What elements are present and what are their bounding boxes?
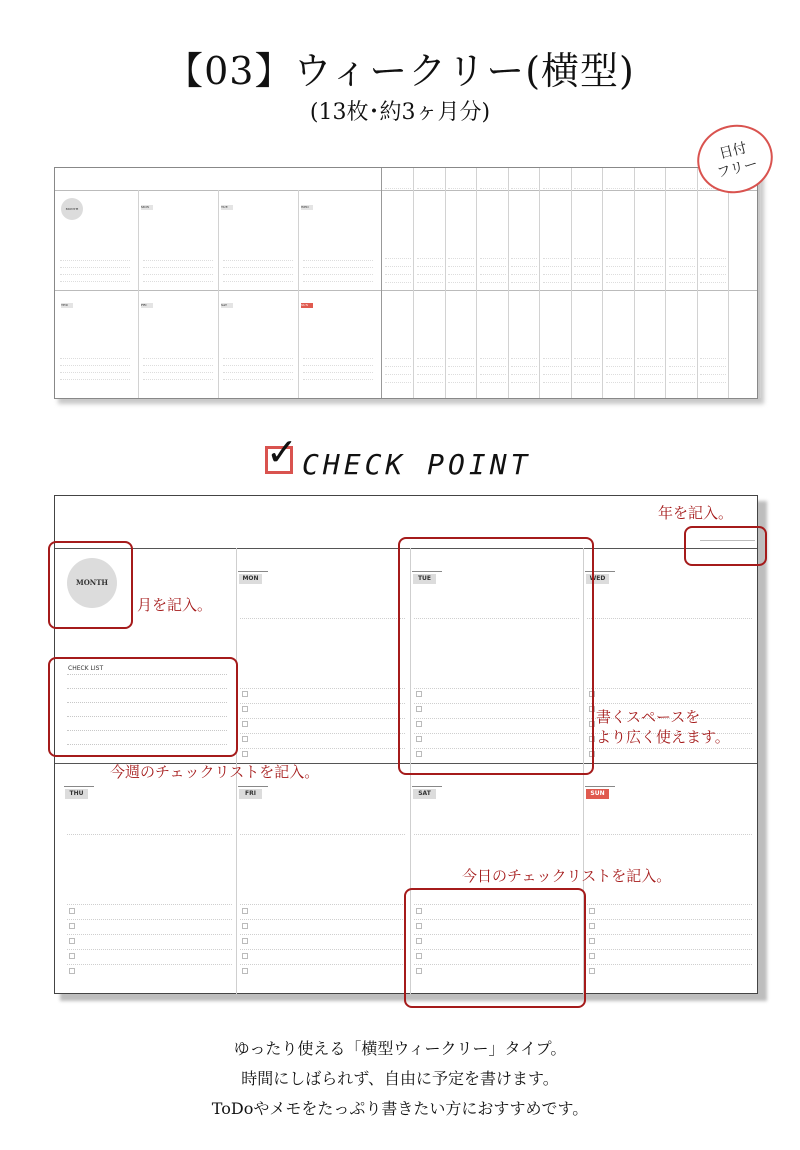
checkbox: [69, 953, 75, 959]
thumb-grid-rule: [669, 188, 695, 189]
thumb-grid-rule: [606, 366, 632, 367]
thumb-grid-rule: [574, 374, 600, 375]
badge-line1: 日付: [717, 140, 749, 163]
heading-rule: [67, 834, 232, 835]
thumb-col-line: [298, 190, 299, 398]
thumb-grid-rule: [637, 382, 663, 383]
thumb-left-rule: [303, 372, 373, 373]
task-rule: [240, 934, 405, 935]
thumb-grid-rule: [574, 188, 600, 189]
thumb-page-divider: [381, 168, 382, 398]
thumb-day-wed: WED: [301, 205, 313, 210]
heading-rule: [587, 834, 752, 835]
task-rule: [587, 919, 752, 920]
thumb-grid-rule: [511, 274, 537, 275]
task-rule: [240, 904, 405, 905]
thumb-left-rule: [223, 365, 293, 366]
day-accent-line: [238, 571, 268, 572]
thumb-left-rule: [223, 372, 293, 373]
thumb-grid-rule: [385, 188, 411, 189]
thumb-grid-rule: [700, 382, 726, 383]
thumb-grid-rule: [543, 266, 569, 267]
thumb-grid-rule: [448, 188, 474, 189]
thumb-grid-rule: [574, 282, 600, 283]
thumb-grid-rule: [574, 382, 600, 383]
thumb-grid-rule: [448, 266, 474, 267]
thumb-grid-rule: [417, 358, 443, 359]
thumb-day-fri: FRI: [141, 303, 153, 308]
thumb-grid-rule: [480, 282, 506, 283]
day-label-mon: MON: [239, 574, 262, 584]
task-rule: [240, 718, 405, 719]
day-accent-line: [585, 786, 615, 787]
thumb-grid-rule: [669, 374, 695, 375]
thumb-day-tue: TUE: [221, 205, 233, 210]
thumb-grid-rule: [637, 266, 663, 267]
thumb-left-rule: [223, 379, 293, 380]
thumb-grid-rule: [574, 266, 600, 267]
thumb-left-rule: [303, 267, 373, 268]
thumb-grid-rule: [669, 358, 695, 359]
thumb-grid-rule: [606, 266, 632, 267]
checkbox: [69, 923, 75, 929]
thumb-grid-rule: [700, 366, 726, 367]
thumb-grid-rule: [448, 358, 474, 359]
checkbox: [242, 923, 248, 929]
thumb-grid-rule: [480, 258, 506, 259]
checkbox: [242, 751, 248, 757]
year-note: 年を記入。: [658, 504, 734, 522]
task-rule: [67, 949, 232, 950]
page-subtitle: (13枚･約3ヶ月分): [309, 100, 491, 125]
checklist-title: CHECK LIST: [68, 665, 104, 672]
thumb-grid-rule: [385, 358, 411, 359]
weekly-checklist-note: 今週のチェックリストを記入。: [110, 763, 320, 781]
thumb-grid-rule: [417, 188, 443, 189]
task-rule: [587, 688, 752, 689]
checkbox: [69, 968, 75, 974]
thumb-grid-rule: [480, 374, 506, 375]
thumb-grid-rule: [543, 374, 569, 375]
day-label-sun: SUN: [586, 789, 609, 799]
checkbox: [242, 953, 248, 959]
thumb-left-rule: [143, 372, 213, 373]
thumb-grid-rule: [417, 258, 443, 259]
task-rule: [67, 934, 232, 935]
thumb-grid-rule: [700, 274, 726, 275]
thumb-grid-rule: [511, 374, 537, 375]
thumb-grid-rule: [669, 366, 695, 367]
thumb-grid-rule: [543, 358, 569, 359]
thumb-left-rule: [223, 358, 293, 359]
day-accent-line: [412, 786, 442, 787]
thumb-grid-rule: [669, 282, 695, 283]
description-line2: 時間にしばられず、自由に予定を書けます。: [241, 1069, 559, 1088]
badge-line2: フリー: [715, 155, 760, 182]
thumb-grid-rule: [700, 258, 726, 259]
thumb-grid-line: [445, 168, 446, 398]
thumb-middle-line: [55, 290, 757, 291]
day-label-wed: WED: [586, 574, 609, 584]
thumb-grid-rule: [385, 382, 411, 383]
day-accent-line: [238, 786, 268, 787]
task-rule: [240, 688, 405, 689]
thumb-grid-rule: [480, 266, 506, 267]
heading-rule: [240, 834, 405, 835]
thumb-grid-rule: [543, 188, 569, 189]
thumb-grid-rule: [385, 266, 411, 267]
thumb-left-rule: [303, 260, 373, 261]
thumb-left-rule: [223, 267, 293, 268]
thumb-grid-rule: [543, 382, 569, 383]
thumb-grid-rule: [637, 258, 663, 259]
thumb-grid-rule: [574, 358, 600, 359]
task-rule: [240, 733, 405, 734]
space-note-line1: 書くスペースを: [596, 708, 701, 726]
thumb-grid-rule: [448, 274, 474, 275]
task-rule: [240, 748, 405, 749]
task-rule: [240, 919, 405, 920]
thumb-header-line: [55, 190, 757, 191]
thumb-grid-line: [634, 168, 635, 398]
task-rule: [587, 949, 752, 950]
thumb-grid-rule: [606, 374, 632, 375]
check-mark-icon: ✓: [266, 430, 298, 474]
thumb-grid-rule: [417, 274, 443, 275]
thumb-grid-rule: [669, 266, 695, 267]
thumb-left-rule: [60, 281, 130, 282]
thumb-month-circle: [61, 198, 83, 220]
checkbox: [589, 938, 595, 944]
thumb-grid-rule: [669, 258, 695, 259]
thumb-grid-rule: [448, 258, 474, 259]
checkbox: [589, 908, 595, 914]
thumb-grid-rule: [637, 274, 663, 275]
thumb-grid-rule: [417, 266, 443, 267]
thumb-grid-rule: [448, 382, 474, 383]
checkbox: [589, 953, 595, 959]
thumb-day-sat: SAT: [221, 303, 233, 308]
thumb-grid-rule: [574, 258, 600, 259]
checkbox: [242, 691, 248, 697]
writing-space-highlight-box: [398, 537, 594, 775]
checkbox: [242, 968, 248, 974]
thumb-grid-rule: [700, 358, 726, 359]
day-accent-line: [64, 786, 94, 787]
thumb-grid-rule: [448, 282, 474, 283]
thumb-left-rule: [60, 260, 130, 261]
thumb-grid-line: [602, 168, 603, 398]
space-note-line2: より広く使えます。: [596, 728, 730, 746]
thumb-left-rule: [60, 365, 130, 366]
planner-thumbnail: [54, 167, 758, 399]
thumb-left-rule: [223, 260, 293, 261]
thumb-grid-rule: [511, 188, 537, 189]
thumb-grid-rule: [417, 366, 443, 367]
thumb-grid-rule: [700, 374, 726, 375]
thumb-grid-rule: [448, 366, 474, 367]
thumb-left-rule: [60, 274, 130, 275]
thumb-grid-rule: [700, 282, 726, 283]
thumb-grid-rule: [385, 258, 411, 259]
task-rule: [240, 964, 405, 965]
thumb-grid-rule: [480, 358, 506, 359]
thumb-grid-rule: [480, 188, 506, 189]
checkbox: [242, 721, 248, 727]
thumb-grid-rule: [606, 274, 632, 275]
thumb-left-rule: [143, 281, 213, 282]
thumb-grid-line: [697, 168, 698, 398]
thumb-grid-rule: [606, 258, 632, 259]
checkbox: [69, 938, 75, 944]
checkbox: [242, 908, 248, 914]
thumb-grid-rule: [606, 188, 632, 189]
thumb-grid-rule: [543, 274, 569, 275]
thumb-grid-rule: [480, 274, 506, 275]
daily-checklist-highlight-box: [404, 888, 586, 1008]
thumb-grid-rule: [606, 382, 632, 383]
thumb-grid-rule: [480, 382, 506, 383]
thumb-grid-rule: [511, 366, 537, 367]
month-highlight-box: [48, 541, 133, 629]
thumb-grid-rule: [417, 374, 443, 375]
thumb-month-label: MONTH: [65, 207, 79, 211]
daily-checklist-note: 今日のチェックリストを記入。: [462, 867, 672, 885]
thumb-grid-line: [413, 168, 414, 398]
thumb-grid-rule: [637, 366, 663, 367]
task-rule: [67, 919, 232, 920]
task-rule: [240, 949, 405, 950]
thumb-left-rule: [303, 365, 373, 366]
description-line3: ToDoやメモをたっぷり書きたい方におすすめです。: [211, 1099, 589, 1118]
thumb-day-sun: SUN: [301, 303, 313, 308]
thumb-grid-rule: [385, 282, 411, 283]
checkbox: [589, 923, 595, 929]
thumb-grid-rule: [385, 274, 411, 275]
check-point-heading: CHECK POINT: [302, 448, 532, 481]
month-note: 月を記入。: [137, 596, 213, 614]
thumb-left-rule: [143, 267, 213, 268]
thumb-grid-rule: [511, 282, 537, 283]
task-rule: [587, 904, 752, 905]
thumb-col-line: [218, 190, 219, 398]
thumb-left-rule: [60, 379, 130, 380]
thumb-day-thu: THU: [61, 303, 73, 308]
thumb-grid-rule: [417, 382, 443, 383]
thumb-grid-line: [571, 168, 572, 398]
thumb-grid-rule: [480, 366, 506, 367]
checkbox: [242, 706, 248, 712]
thumb-grid-rule: [385, 374, 411, 375]
thumb-left-rule: [223, 274, 293, 275]
thumb-grid-line: [508, 168, 509, 398]
thumb-day-mon: MON: [141, 205, 153, 210]
thumb-left-rule: [303, 358, 373, 359]
task-rule: [67, 964, 232, 965]
thumb-grid-line: [476, 168, 477, 398]
thumb-grid-rule: [574, 274, 600, 275]
task-rule: [587, 964, 752, 965]
thumb-grid-line: [665, 168, 666, 398]
thumb-grid-rule: [606, 358, 632, 359]
checkbox: [242, 938, 248, 944]
day-label-fri: FRI: [239, 789, 262, 799]
thumb-grid-rule: [543, 282, 569, 283]
thumb-left-rule: [60, 267, 130, 268]
day-label-sat: SAT: [413, 789, 436, 799]
thumb-left-rule: [303, 274, 373, 275]
thumb-col-line: [138, 190, 139, 398]
thumb-grid-rule: [385, 366, 411, 367]
heading-rule: [240, 618, 405, 619]
task-rule: [587, 748, 752, 749]
page-title: 【03】ウィークリー(横型): [165, 49, 635, 93]
thumb-left-rule: [223, 281, 293, 282]
thumb-grid-line: [539, 168, 540, 398]
thumb-left-rule: [60, 358, 130, 359]
thumb-grid-rule: [700, 266, 726, 267]
thumb-grid-rule: [637, 282, 663, 283]
checkbox: [242, 736, 248, 742]
thumb-grid-rule: [669, 274, 695, 275]
day-label-tue: TUE: [413, 574, 436, 584]
thumb-left-rule: [143, 379, 213, 380]
task-rule: [587, 703, 752, 704]
year-highlight-box: [684, 526, 767, 566]
day-label-thu: THU: [65, 789, 88, 799]
thumb-grid-rule: [637, 358, 663, 359]
thumb-grid-rule: [417, 282, 443, 283]
thumb-left-rule: [303, 281, 373, 282]
heading-rule: [587, 618, 752, 619]
task-rule: [587, 934, 752, 935]
thumb-grid-rule: [669, 382, 695, 383]
thumb-left-rule: [60, 372, 130, 373]
thumb-left-rule: [143, 274, 213, 275]
thumb-grid-rule: [511, 258, 537, 259]
thumb-grid-rule: [448, 374, 474, 375]
weekly-checklist-highlight-box: [48, 657, 238, 757]
thumb-left-rule: [143, 260, 213, 261]
thumb-grid-line: [760, 168, 761, 398]
thumb-grid-rule: [574, 366, 600, 367]
thumb-grid-rule: [637, 374, 663, 375]
thumb-grid-rule: [543, 366, 569, 367]
thumb-grid-rule: [543, 258, 569, 259]
checkbox: [69, 908, 75, 914]
month-label: MONTH: [75, 578, 109, 587]
heading-rule: [414, 834, 579, 835]
task-rule: [67, 904, 232, 905]
thumb-grid-rule: [511, 266, 537, 267]
thumb-left-rule: [143, 365, 213, 366]
thumb-grid-line: [728, 168, 729, 398]
checkbox: [589, 968, 595, 974]
thumb-left-rule: [303, 379, 373, 380]
thumb-left-rule: [143, 358, 213, 359]
thumb-grid-rule: [637, 188, 663, 189]
task-rule: [240, 703, 405, 704]
thumb-grid-rule: [511, 358, 537, 359]
thumb-grid-rule: [606, 282, 632, 283]
description-line1: ゆったり使える「横型ウィークリー」タイプ。: [233, 1039, 567, 1058]
thumb-grid-rule: [511, 382, 537, 383]
